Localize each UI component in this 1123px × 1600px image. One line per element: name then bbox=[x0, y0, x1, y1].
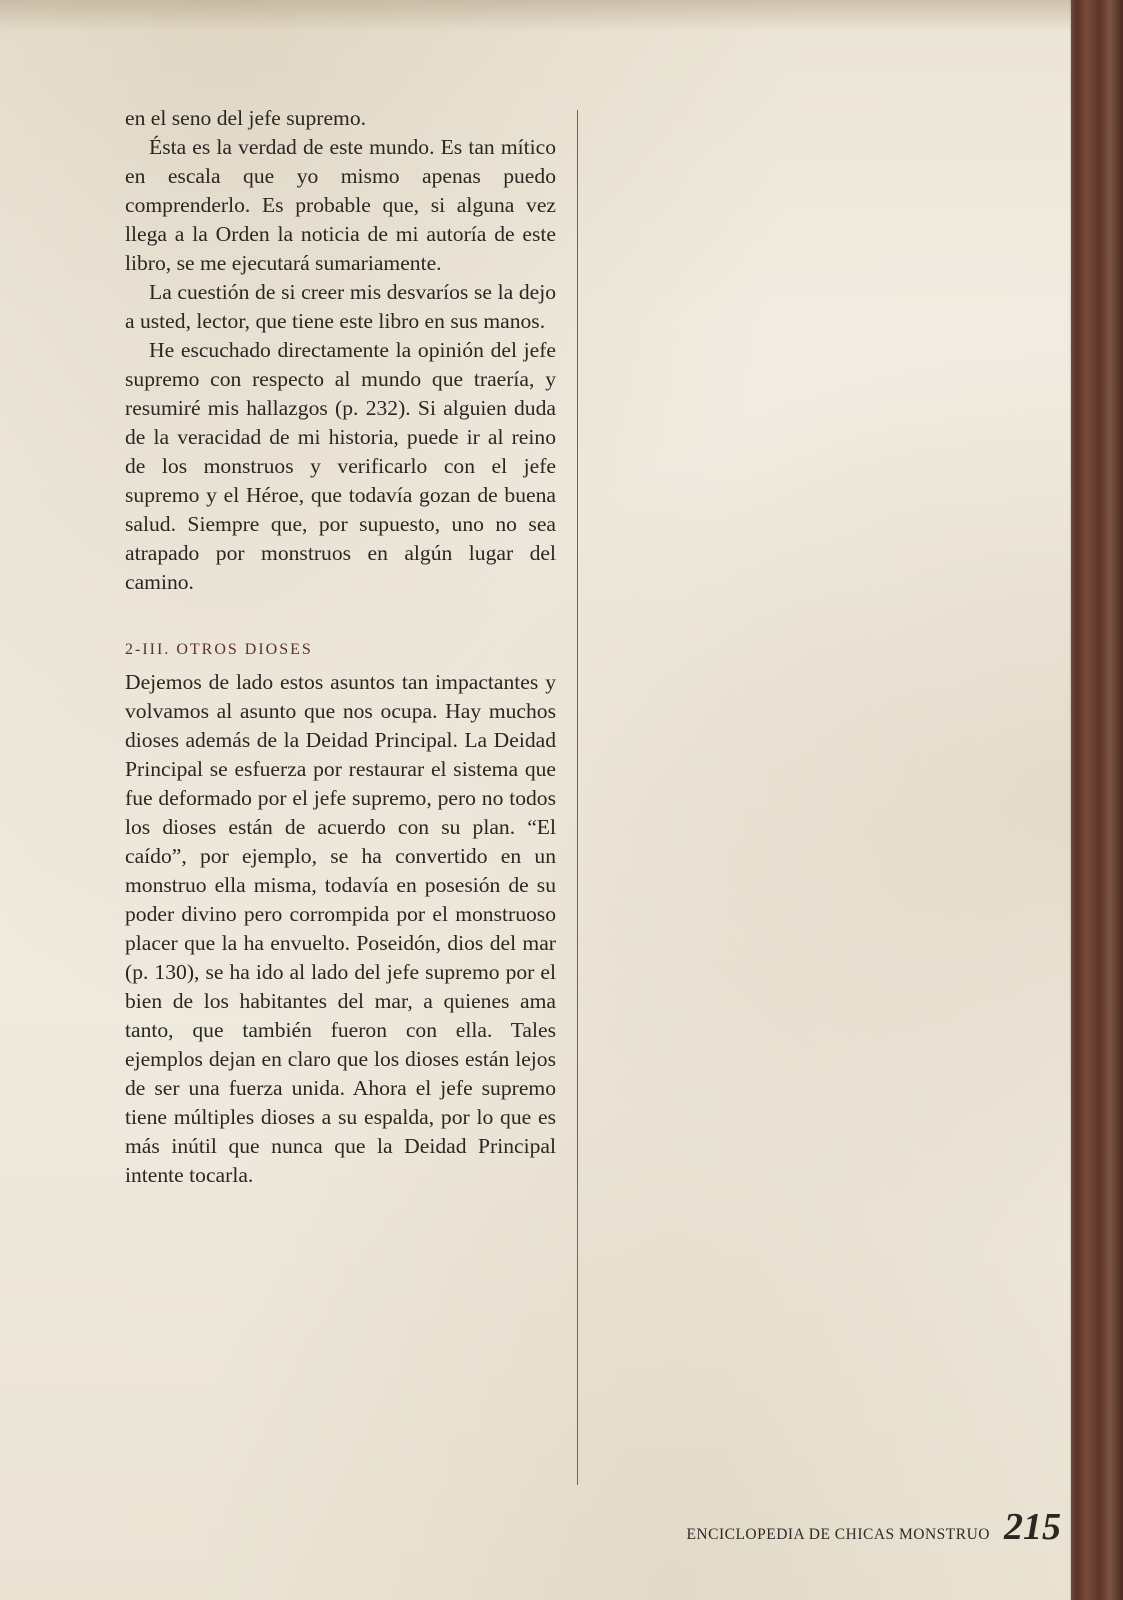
running-title: ENCICLOPEDIA DE CHICAS MONSTRUO bbox=[686, 1526, 990, 1543]
column-divider bbox=[577, 110, 578, 1485]
left-column bbox=[125, 104, 556, 1190]
paper-stain bbox=[0, 0, 1075, 32]
page-number: 215 bbox=[1004, 1506, 1061, 1548]
book-spine bbox=[1071, 0, 1123, 1600]
paragraph: La cuestión de si creer mis desvaríos se la dejo a usted, lector, que tiene este libro en sus manos. bbox=[125, 280, 556, 333]
paragraph: He escuchado directamente la opinión del jefe supremo con respecto al mundo que traería, y resumiré mis hallazgos (p. 232). Si alguien duda de la veracidad de mi historia, puede ir al reino de los monstruos y verificarlo con el jefe supremo y el Héroe, que todavía gozan de buena salud. Siempre que, por supuesto, uno no sea atrapado por monstruos en algún lugar del camino. bbox=[125, 338, 556, 594]
paragraph: Ésta es la verdad de este mundo. Es tan mítico en escala que yo mismo apenas puedo comprenderlo. Es probable que, si alguna vez llega a la Orden la noticia de mi autoría de este libro, se me ejecutará sumariamente. bbox=[125, 135, 556, 275]
paragraph: en el seno del jefe supremo. bbox=[125, 106, 367, 130]
paragraph: Dejemos de lado estos asuntos tan impactantes y volvamos al asunto que nos ocupa. Hay muchos dioses además de la Deidad Principal. La Deidad Principal se esfuerza por restaurar el sistema que fue deformado por el jefe supremo, pero no todos los dioses están de acuerdo con su plan. “El caído”, por ejemplo, se ha convertido en un monstruo ella misma, todavía en posesión de su poder divino pero corrompida por el monstruoso placer que la ha envuelto. Poseidón, dios del mar (p. 130), se ha ido al lado del jefe supremo por el bien de los habitantes del mar, a quienes ama tanto, que también fueron con ella. Tales ejemplos dejan en claro que los dioses están lejos de ser una fuerza unida. Ahora el jefe supremo tiene múltiples dioses a su espalda, por lo que es más inútil que nunca que la Deidad Principal intente tocarla. bbox=[125, 670, 556, 1187]
section-heading: 2-III. OTROS DIOSES bbox=[125, 641, 313, 658]
page-footer bbox=[686, 1505, 1061, 1555]
